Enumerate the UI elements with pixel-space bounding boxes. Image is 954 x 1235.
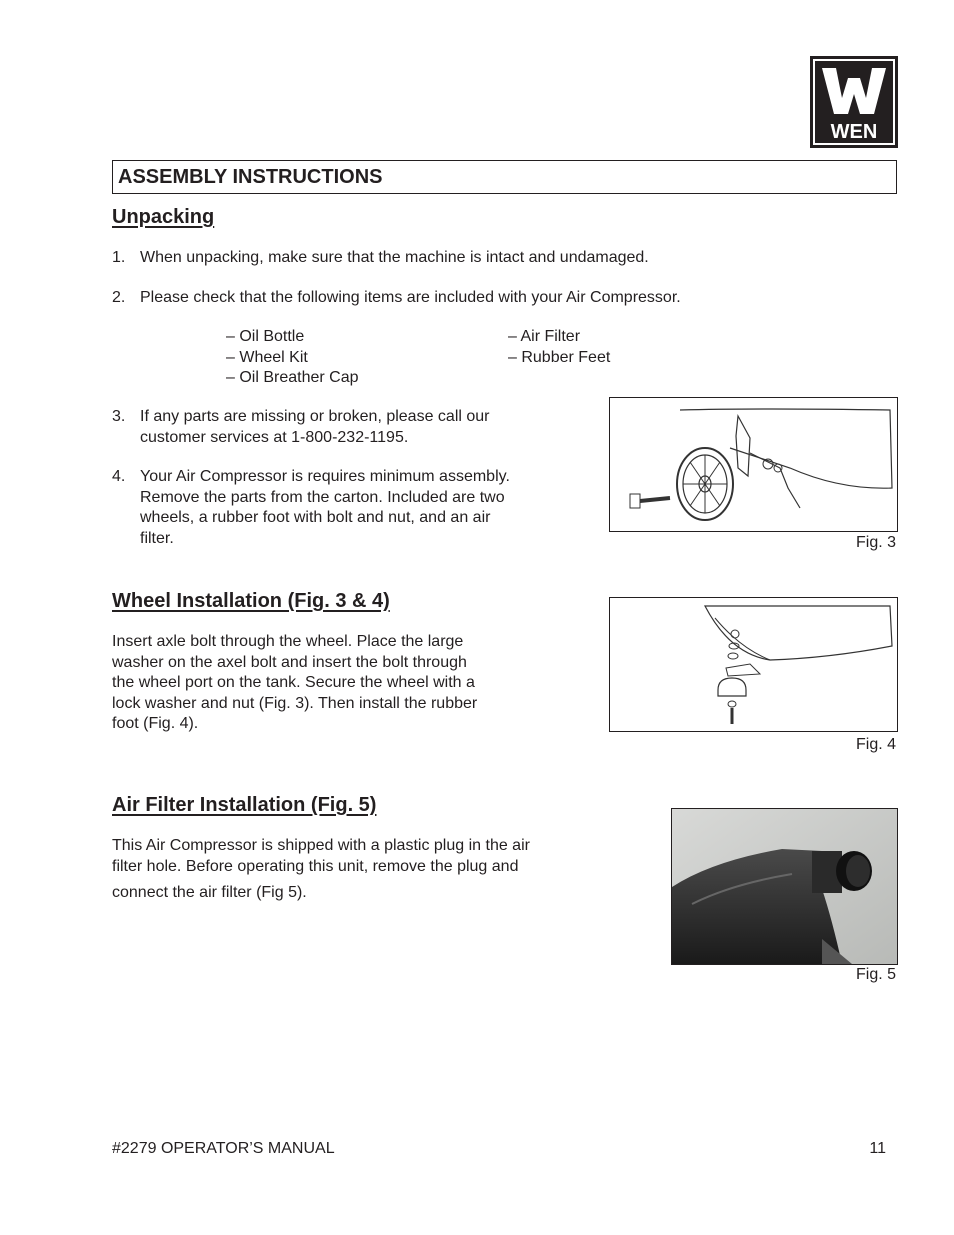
- footer-manual-title: #2279 OPERATOR’S MANUAL: [112, 1140, 335, 1157]
- unpacking-item-3: [112, 407, 490, 448]
- item-text: Please check that the following items are included with your Air Compressor.: [140, 289, 681, 306]
- text-line: filter hole. Before operating this unit, remove the plug and: [112, 857, 519, 875]
- rubber-foot-drawing-icon: [610, 598, 897, 731]
- item-line: filter.: [140, 529, 174, 547]
- figure-4-caption: Fig. 4: [855, 736, 896, 753]
- text-line: lock washer and nut (Fig. 3). Then install the rubber: [112, 694, 478, 712]
- item-text: When unpacking, make sure that the machine is intact and undamaged.: [140, 249, 649, 266]
- part-item: – Wheel Kit: [226, 348, 308, 366]
- item-line: Your Air Compressor is requires minimum assembly.: [140, 468, 510, 485]
- figure-5-photo: [671, 808, 898, 965]
- figure-3: [609, 397, 898, 532]
- air-filter-heading: Air Filter Installation (Fig. 5): [112, 794, 377, 816]
- wen-logo: [810, 56, 898, 148]
- logo-text: WEN: [830, 121, 878, 143]
- item-line: customer services at 1-800-232-1195.: [140, 428, 409, 446]
- air-filter-photo-icon: [672, 809, 897, 964]
- figure-5-caption: Fig. 5: [855, 966, 896, 983]
- section-header: [112, 160, 897, 194]
- item-number: 4.: [112, 468, 126, 485]
- part-item: – Rubber Feet: [508, 348, 611, 366]
- figure-4: [609, 597, 898, 732]
- item-number: 1.: [112, 249, 126, 266]
- figure-3-caption: Fig. 3: [855, 534, 896, 551]
- text-line: connect the air filter (Fig 5).: [112, 884, 307, 901]
- parts-list-col1: [226, 327, 359, 389]
- text-line: the wheel port on the tank. Secure the wheel with a: [112, 674, 475, 691]
- unpacking-item-4: [112, 467, 510, 549]
- unpacking-item-1: [112, 248, 649, 269]
- page-number: 11: [869, 1140, 886, 1157]
- parts-list-col2: [508, 327, 610, 368]
- wheel-assembly-drawing-icon: [610, 398, 897, 531]
- item-line: wheels, a rubber foot with bolt and nut, and an air: [140, 509, 491, 526]
- text-line: foot (Fig. 4).: [112, 715, 199, 732]
- text-line: This Air Compressor is shipped with a plastic plug in the air: [112, 837, 530, 854]
- item-line: If any parts are missing or broken, please call our: [140, 408, 490, 425]
- wheel-installation-heading: Wheel Installation (Fig. 3 & 4): [112, 590, 390, 612]
- part-item: – Oil Breather Cap: [226, 369, 359, 386]
- part-item: – Oil Bottle: [226, 328, 305, 345]
- air-filter-text: [112, 836, 530, 904]
- unpacking-heading: Unpacking: [112, 206, 215, 228]
- item-number: 3.: [112, 408, 126, 425]
- part-item: – Air Filter: [508, 328, 581, 345]
- wheel-installation-text: [112, 632, 477, 735]
- unpacking-item-2: [112, 288, 681, 309]
- section-title: ASSEMBLY INSTRUCTIONS: [118, 166, 383, 188]
- item-number: 2.: [112, 289, 126, 306]
- text-line: washer on the axel bolt and insert the bolt through: [112, 653, 467, 671]
- text-line: Insert axle bolt through the wheel. Place the large: [112, 633, 464, 650]
- item-line: Remove the parts from the carton. Included are two: [140, 488, 505, 506]
